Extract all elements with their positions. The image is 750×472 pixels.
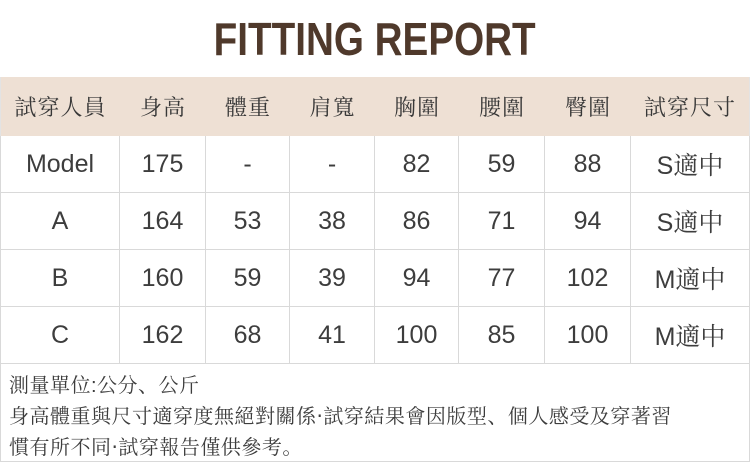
header-cell-height: 身高: [120, 77, 206, 136]
cell-waist: 77: [459, 250, 545, 307]
cell-person: C: [0, 307, 120, 364]
title-area: [0, 0, 750, 77]
cell-height: 162: [120, 307, 206, 364]
cell-weight: 59: [206, 250, 290, 307]
cell-person: B: [0, 250, 120, 307]
cell-shoulder: 39: [290, 250, 375, 307]
header-cell-waist: 腰圍: [459, 77, 545, 136]
cell-shoulder: 38: [290, 193, 375, 250]
table-row-b: [0, 250, 750, 307]
cell-weight: -: [206, 136, 290, 193]
header-cell-shoulder: 肩寬: [290, 77, 375, 136]
header-cell-person: 試穿人員: [0, 77, 120, 136]
cell-hip: 102: [545, 250, 631, 307]
cell-shoulder: 41: [290, 307, 375, 364]
cell-height: 160: [120, 250, 206, 307]
table-row-model: [0, 136, 750, 193]
cell-shoulder: -: [290, 136, 375, 193]
cell-chest: 82: [375, 136, 459, 193]
cell-person: A: [0, 193, 120, 250]
note-line-disclaimer: 慣有所不同‧試穿報告僅供參考。: [9, 437, 303, 459]
table-header-row: [0, 77, 750, 136]
note-line-units: 測量單位:公分、公斤: [9, 375, 200, 397]
cell-size: S適中: [631, 193, 750, 250]
cell-chest: 100: [375, 307, 459, 364]
cell-waist: 71: [459, 193, 545, 250]
cell-size: M適中: [631, 307, 750, 364]
table-row-c: [0, 307, 750, 364]
header-cell-chest: 胸圍: [375, 77, 459, 136]
cell-waist: 59: [459, 136, 545, 193]
header-cell-hip: 臀圍: [545, 77, 631, 136]
header-cell-size: 試穿尺寸: [631, 77, 750, 136]
cell-person: Model: [0, 136, 120, 193]
cell-height: 164: [120, 193, 206, 250]
cell-chest: 94: [375, 250, 459, 307]
cell-waist: 85: [459, 307, 545, 364]
cell-size: M適中: [631, 250, 750, 307]
header-cell-weight: 體重: [206, 77, 290, 136]
cell-height: 175: [120, 136, 206, 193]
table-row-a: [0, 193, 750, 250]
cell-weight: 68: [206, 307, 290, 364]
page-title: FITTING REPORT: [213, 12, 536, 65]
cell-weight: 53: [206, 193, 290, 250]
cell-chest: 86: [375, 193, 459, 250]
cell-hip: 100: [545, 307, 631, 364]
cell-size: S適中: [631, 136, 750, 193]
cell-hip: 88: [545, 136, 631, 193]
cell-hip: 94: [545, 193, 631, 250]
notes-section: [0, 364, 750, 462]
note-line-disclaimer: 身高體重與尺寸適穿度無絕對關係‧試穿結果會因版型、個人感受及穿著習: [9, 406, 672, 428]
fitting-table: [0, 77, 750, 364]
